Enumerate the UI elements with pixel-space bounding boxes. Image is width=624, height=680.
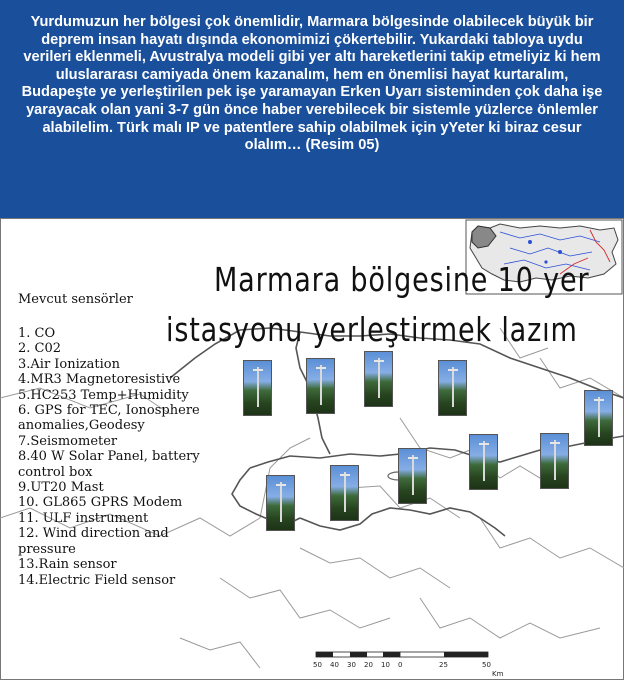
- station-photo-icon: [243, 360, 272, 416]
- station-photo-icon: [364, 351, 393, 407]
- sensor-item: 10. GL865 GPRS Modem: [18, 495, 183, 511]
- map-figure: [0, 218, 624, 680]
- scale-label: 0: [398, 661, 403, 669]
- sensor-item: 13.Rain sensor: [18, 557, 117, 573]
- scale-label: 25: [439, 661, 448, 669]
- station-photo-icon: [306, 358, 335, 414]
- sensor-item: 9.UT20 Mast: [18, 480, 104, 496]
- station-photo-icon: [469, 434, 498, 490]
- sensor-item: 5.HC253 Temp+Humidity: [18, 387, 189, 403]
- sensor-item: 14.Electric Field sensor: [18, 572, 176, 588]
- sensor-item: 6. GPS for TEC, Ionosphere anomalies,Geodesy: [18, 403, 200, 434]
- scale-label: 40: [330, 661, 339, 669]
- map-title-line1: Marmara bölgesine 10 yer: [214, 260, 590, 299]
- caption-text: Yurdumuzun her bölgesi çok önemlidir, Marmara bölgesinde olabilecek büyük bir deprem insan hayatı dışında ekonomimizi çökertebilir. Yukardaki tabloya uydu verileri eklenmeli, Avustralya modeli gibi yer altı hareketlerini takip etmeliyiz ki hem uluslararası camiyada önem kazanalım, hem en önemlisi hayat kurtaralım, Budapeşte ye yerleştirilen pek işe yaramayan Erken Uyarı sisteminden çok daha işe yarayacak olan yani 3-7 gün önce haber verebilecek bir sistemle yüzlerce önlemler alabilelim. Türk malı IP ve patentlere sahip olabilmek için yYeter ki biraz cesur olalım… (Resim 05): [21, 14, 603, 154]
- sensor-item: 3.Air Ionization: [18, 356, 120, 372]
- sensor-item: 12. Wind direction and pressure: [18, 526, 169, 557]
- sensor-item: 4.MR3 Magnetoresistive: [18, 372, 181, 388]
- station-photo-icon: [438, 360, 467, 416]
- station-photo-icon: [540, 433, 569, 489]
- sensor-list: [18, 326, 208, 588]
- sensor-list-heading: Mevcut sensörler: [18, 292, 133, 307]
- sensor-item: 8.40 W Solar Panel, battery control box: [18, 449, 200, 480]
- station-photo-icon: [330, 465, 359, 521]
- scale-label: 30: [347, 661, 356, 669]
- map-title-line2: istasyonu yerleştirmek lazım: [166, 310, 578, 349]
- sensor-item: 1. CO: [18, 326, 56, 341]
- scale-label: 10: [381, 661, 390, 669]
- scale-label: 20: [364, 661, 373, 669]
- station-photo-icon: [398, 448, 427, 504]
- station-photo-icon: [584, 390, 613, 446]
- scale-unit-label: Km: [492, 670, 504, 678]
- scale-label: 50: [482, 661, 491, 669]
- sensor-item: 11. ULF instrument: [18, 510, 149, 526]
- scale-label: 50: [313, 661, 322, 669]
- scale-bar: [316, 652, 488, 657]
- caption-banner: [0, 0, 624, 218]
- station-photo-icon: [266, 475, 295, 531]
- sensor-item: 2. C02: [18, 341, 62, 357]
- sensor-item: 7.Seismometer: [18, 433, 118, 449]
